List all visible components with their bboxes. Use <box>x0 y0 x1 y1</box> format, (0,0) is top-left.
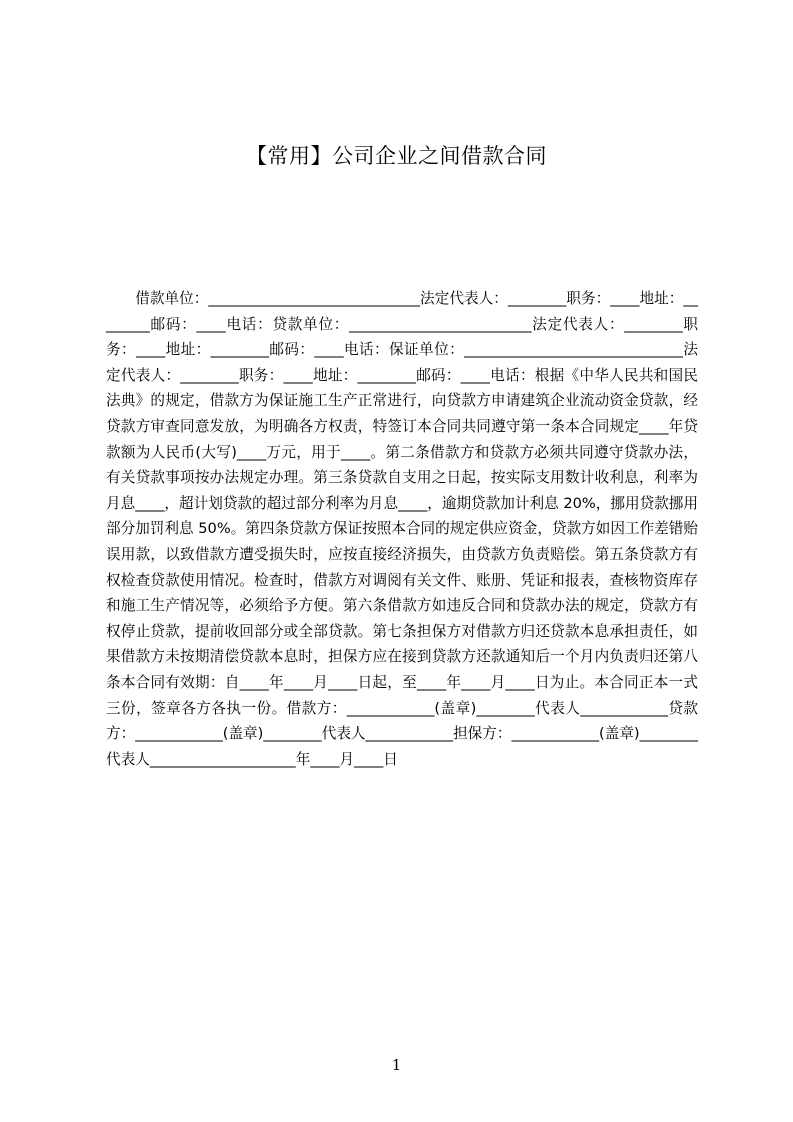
page-number: 1 <box>391 1056 402 1074</box>
document-title: 【常用】公司企业之间借款合同 <box>246 144 547 168</box>
contract-body-text: 借款单位：_____________________________法定代表人：________职务：____地址：________邮码：____电话：贷款单位：_________________________法定代表人：________职务：____地址：________邮码：____电话：保证单位：______________________________法定代表人：________职务：____地址：________邮码：____电话：根据《中华人民共和国民法典》的规定，借款方为保证施工生产正常进行，向贷款方申请建筑企业流动资金贷款，经贷款方审查同意发放，为明确各方权责，特签订本合同共同遵守第一条本合同规定____年贷款额为人民币(大写)____万元，用于____。第二条借款方和贷款方必须共同遵守贷款办法，有关贷款事项按办法规定办理。第三条贷款自支用之日起，按实际支用数计收利息，利率为月息____，超计划贷款的超过部分利率为月息____，逾期贷款加计利息 20%，挪用贷款挪用部分加罚利息 50%。第四条贷款方保证按照本合同的规定供应资金，贷款方如因工作差错贻误用款，以致借款方遭受损失时，应按直接经济损失，由贷款方负责赔偿。第五条贷款方有权检查贷款使用情况。检查时，借款方对调阅有关文件、账册、凭证和报表，查核物资库存和施工生产情况等，必须给予方便。第六条借款方如违反合同和贷款办法的规定，贷款方有权停止贷款，提前收回部分或全部贷款。第七条担保方对借款方归还贷款本息承担责任，如果借款方未按期清偿贷款本息时，担保方应在接到贷款方还款通知后一个月内负责归还第八条本合同有效期：自____年____月____日起，至____年____月____日为止。本合同正本一式三份，签章各方各执一份。借款方：____________(盖章)________代表人____________贷款方：____________(盖章)________代表人____________担保方：____________(盖章)________代表人____________________年____月____日 <box>106 290 698 768</box>
